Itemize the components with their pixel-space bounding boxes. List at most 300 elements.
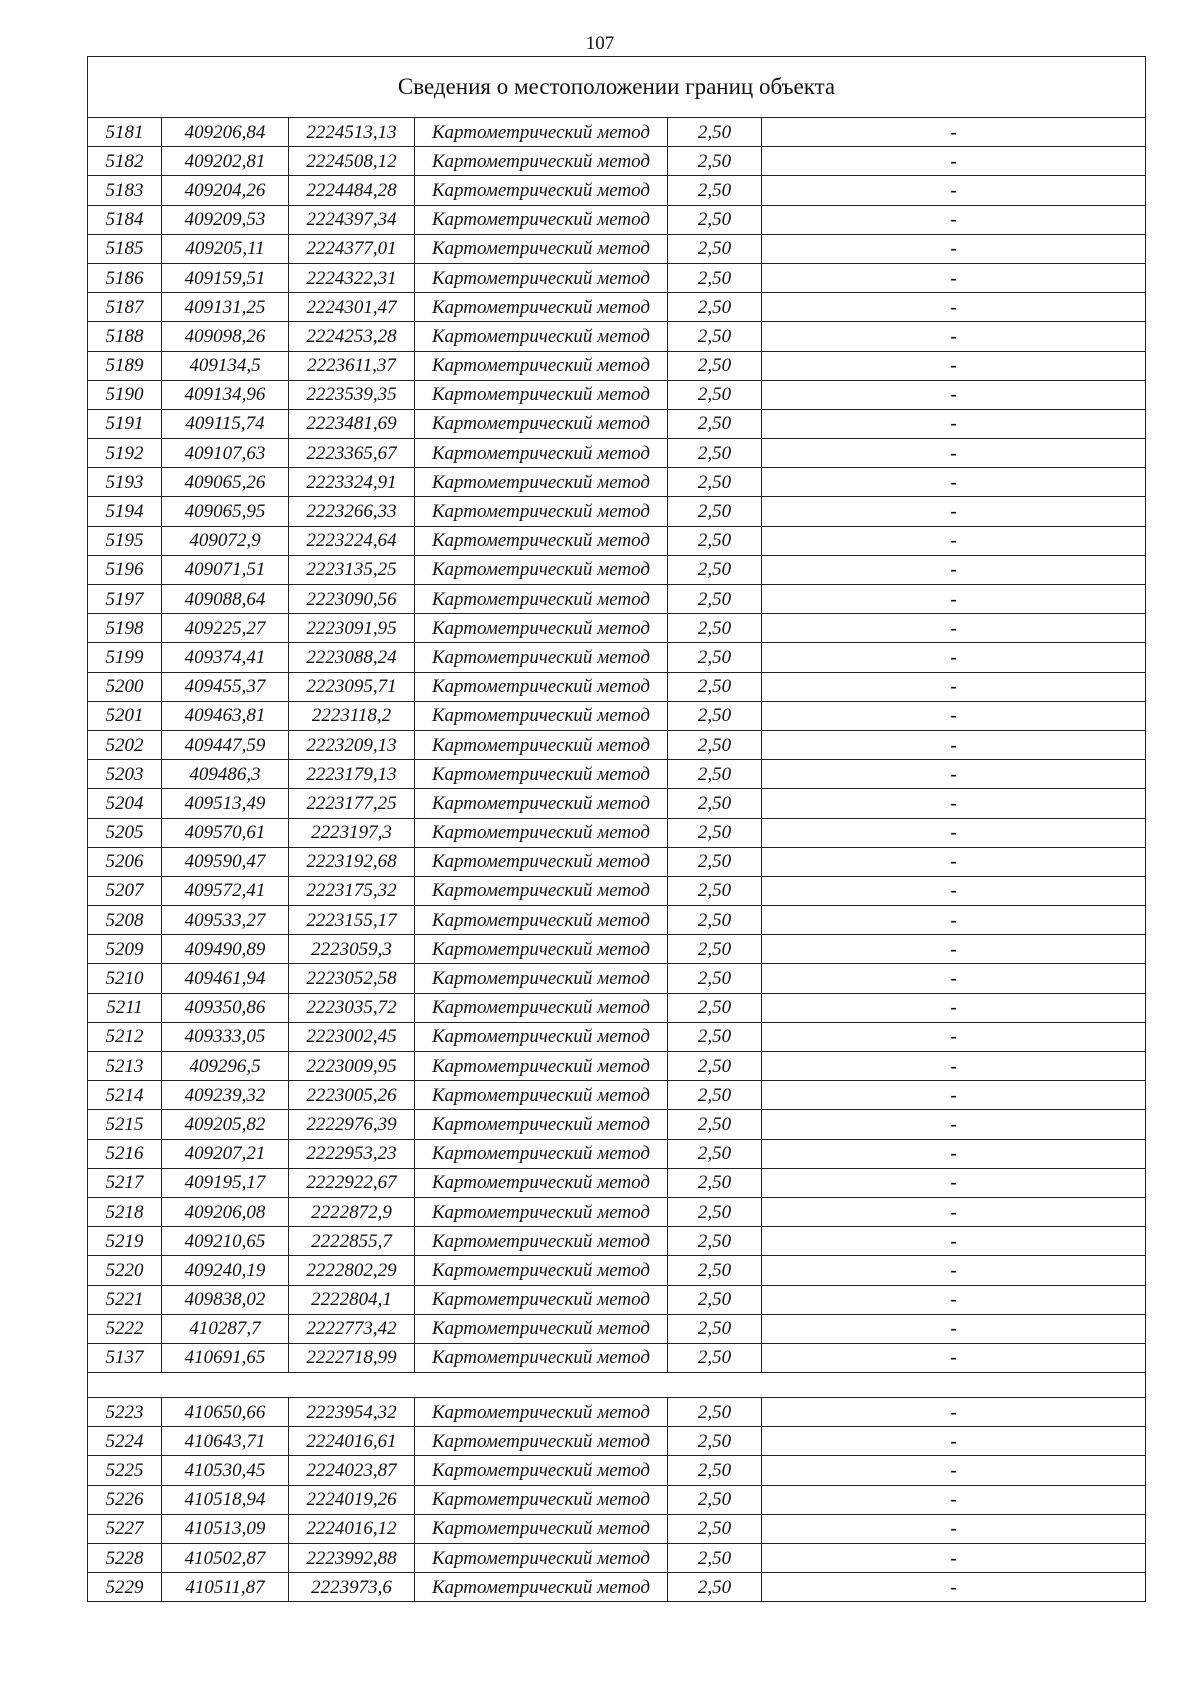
y-coordinate-cell: 2223095,71 <box>289 672 415 701</box>
table-title: Сведения о местоположении границ объекта <box>88 57 1146 118</box>
accuracy-cell: 2,50 <box>668 789 762 818</box>
table-row <box>88 351 1146 380</box>
table-row <box>88 439 1146 468</box>
method-cell: Картометрический метод <box>415 234 668 263</box>
x-coordinate-cell: 409513,49 <box>162 789 289 818</box>
x-coordinate-cell: 409134,5 <box>162 351 289 380</box>
description-cell: - <box>762 176 1146 205</box>
method-cell: Картометрический метод <box>415 147 668 176</box>
point-number-cell: 5194 <box>88 497 162 526</box>
description-cell: - <box>762 263 1146 292</box>
y-coordinate-cell: 2224397,34 <box>289 205 415 234</box>
x-coordinate-cell: 409195,17 <box>162 1168 289 1197</box>
method-cell: Картометрический метод <box>415 1544 668 1573</box>
separator-cell <box>88 1373 1146 1398</box>
y-coordinate-cell: 2222872,9 <box>289 1197 415 1226</box>
accuracy-cell: 2,50 <box>668 263 762 292</box>
description-cell: - <box>762 1398 1146 1427</box>
y-coordinate-cell: 2224513,13 <box>289 118 415 147</box>
coordinates-table-frame <box>87 56 1145 1602</box>
method-cell: Картометрический метод <box>415 1456 668 1485</box>
y-coordinate-cell: 2222976,39 <box>289 1110 415 1139</box>
point-number-cell: 5221 <box>88 1285 162 1314</box>
accuracy-cell: 2,50 <box>668 176 762 205</box>
point-number-cell: 5181 <box>88 118 162 147</box>
y-coordinate-cell: 2223365,67 <box>289 439 415 468</box>
accuracy-cell: 2,50 <box>668 643 762 672</box>
method-cell: Картометрический метод <box>415 526 668 555</box>
point-number-cell: 5229 <box>88 1573 162 1602</box>
accuracy-cell: 2,50 <box>668 1314 762 1343</box>
description-cell: - <box>762 701 1146 730</box>
accuracy-cell: 2,50 <box>668 322 762 351</box>
description-cell: - <box>762 1343 1146 1372</box>
y-coordinate-cell: 2224322,31 <box>289 263 415 292</box>
point-number-cell: 5220 <box>88 1256 162 1285</box>
x-coordinate-cell: 409374,41 <box>162 643 289 672</box>
accuracy-cell: 2,50 <box>668 468 762 497</box>
method-cell: Картометрический метод <box>415 1514 668 1543</box>
description-cell: - <box>762 585 1146 614</box>
accuracy-cell: 2,50 <box>668 818 762 847</box>
accuracy-cell: 2,50 <box>668 614 762 643</box>
y-coordinate-cell: 2224016,61 <box>289 1427 415 1456</box>
y-coordinate-cell: 2223009,95 <box>289 1052 415 1081</box>
description-cell: - <box>762 468 1146 497</box>
accuracy-cell: 2,50 <box>668 1427 762 1456</box>
x-coordinate-cell: 409098,26 <box>162 322 289 351</box>
accuracy-cell: 2,50 <box>668 876 762 905</box>
method-cell: Картометрический метод <box>415 993 668 1022</box>
method-cell: Картометрический метод <box>415 351 668 380</box>
x-coordinate-cell: 409131,25 <box>162 293 289 322</box>
table-row <box>88 760 1146 789</box>
y-coordinate-cell: 2222718,99 <box>289 1343 415 1372</box>
accuracy-cell: 2,50 <box>668 847 762 876</box>
point-number-cell: 5228 <box>88 1544 162 1573</box>
method-cell: Картометрический метод <box>415 876 668 905</box>
y-coordinate-cell: 2223209,13 <box>289 730 415 759</box>
point-number-cell: 5199 <box>88 643 162 672</box>
method-cell: Картометрический метод <box>415 818 668 847</box>
y-coordinate-cell: 2223035,72 <box>289 993 415 1022</box>
x-coordinate-cell: 409205,11 <box>162 234 289 263</box>
method-cell: Картометрический метод <box>415 1022 668 1051</box>
description-cell: - <box>762 906 1146 935</box>
description-cell: - <box>762 439 1146 468</box>
point-number-cell: 5205 <box>88 818 162 847</box>
point-number-cell: 5211 <box>88 993 162 1022</box>
accuracy-cell: 2,50 <box>668 964 762 993</box>
x-coordinate-cell: 409134,96 <box>162 380 289 409</box>
x-coordinate-cell: 409065,26 <box>162 468 289 497</box>
y-coordinate-cell: 2223135,25 <box>289 555 415 584</box>
accuracy-cell: 2,50 <box>668 1485 762 1514</box>
description-cell: - <box>762 147 1146 176</box>
description-cell: - <box>762 1256 1146 1285</box>
description-cell: - <box>762 497 1146 526</box>
method-cell: Картометрический метод <box>415 672 668 701</box>
accuracy-cell: 2,50 <box>668 147 762 176</box>
point-number-cell: 5225 <box>88 1456 162 1485</box>
x-coordinate-cell: 409239,32 <box>162 1081 289 1110</box>
method-cell: Картометрический метод <box>415 1485 668 1514</box>
point-number-cell: 5222 <box>88 1314 162 1343</box>
description-cell: - <box>762 847 1146 876</box>
y-coordinate-cell: 2224301,47 <box>289 293 415 322</box>
description-cell: - <box>762 1314 1146 1343</box>
y-coordinate-cell: 2224019,26 <box>289 1485 415 1514</box>
y-coordinate-cell: 2222804,1 <box>289 1285 415 1314</box>
accuracy-cell: 2,50 <box>668 585 762 614</box>
accuracy-cell: 2,50 <box>668 701 762 730</box>
y-coordinate-cell: 2223088,24 <box>289 643 415 672</box>
y-coordinate-cell: 2223992,88 <box>289 1544 415 1573</box>
x-coordinate-cell: 409838,02 <box>162 1285 289 1314</box>
x-coordinate-cell: 409447,59 <box>162 730 289 759</box>
x-coordinate-cell: 410511,87 <box>162 1573 289 1602</box>
point-number-cell: 5192 <box>88 439 162 468</box>
point-number-cell: 5185 <box>88 234 162 263</box>
table-row <box>88 1081 1146 1110</box>
x-coordinate-cell: 409486,3 <box>162 760 289 789</box>
description-cell: - <box>762 1081 1146 1110</box>
description-cell: - <box>762 1544 1146 1573</box>
method-cell: Картометрический метод <box>415 614 668 643</box>
x-coordinate-cell: 409209,53 <box>162 205 289 234</box>
accuracy-cell: 2,50 <box>668 439 762 468</box>
table-row <box>88 380 1146 409</box>
description-cell: - <box>762 760 1146 789</box>
x-coordinate-cell: 409455,37 <box>162 672 289 701</box>
accuracy-cell: 2,50 <box>668 1081 762 1110</box>
accuracy-cell: 2,50 <box>668 672 762 701</box>
table-row <box>88 730 1146 759</box>
method-cell: Картометрический метод <box>415 906 668 935</box>
table-row <box>88 1485 1146 1514</box>
point-number-cell: 5203 <box>88 760 162 789</box>
y-coordinate-cell: 2224377,01 <box>289 234 415 263</box>
method-cell: Картометрический метод <box>415 935 668 964</box>
description-cell: - <box>762 993 1146 1022</box>
method-cell: Картометрический метод <box>415 1256 668 1285</box>
table-row <box>88 876 1146 905</box>
table-row <box>88 701 1146 730</box>
x-coordinate-cell: 409207,21 <box>162 1139 289 1168</box>
x-coordinate-cell: 409206,08 <box>162 1197 289 1226</box>
method-cell: Картометрический метод <box>415 789 668 818</box>
y-coordinate-cell: 2223611,37 <box>289 351 415 380</box>
accuracy-cell: 2,50 <box>668 1110 762 1139</box>
table-row <box>88 789 1146 818</box>
table-row <box>88 964 1146 993</box>
accuracy-cell: 2,50 <box>668 351 762 380</box>
y-coordinate-cell: 2223090,56 <box>289 585 415 614</box>
table-row <box>88 1314 1146 1343</box>
x-coordinate-cell: 409590,47 <box>162 847 289 876</box>
y-coordinate-cell: 2223177,25 <box>289 789 415 818</box>
method-cell: Картометрический метод <box>415 1081 668 1110</box>
y-coordinate-cell: 2222922,67 <box>289 1168 415 1197</box>
method-cell: Картометрический метод <box>415 643 668 672</box>
point-number-cell: 5193 <box>88 468 162 497</box>
method-cell: Картометрический метод <box>415 409 668 438</box>
accuracy-cell: 2,50 <box>668 906 762 935</box>
x-coordinate-cell: 409333,05 <box>162 1022 289 1051</box>
description-cell: - <box>762 1022 1146 1051</box>
method-cell: Картометрический метод <box>415 585 668 614</box>
x-coordinate-cell: 409570,61 <box>162 818 289 847</box>
accuracy-cell: 2,50 <box>668 380 762 409</box>
method-cell: Картометрический метод <box>415 205 668 234</box>
accuracy-cell: 2,50 <box>668 205 762 234</box>
accuracy-cell: 2,50 <box>668 760 762 789</box>
description-cell: - <box>762 789 1146 818</box>
table-row <box>88 1514 1146 1543</box>
description-cell: - <box>762 234 1146 263</box>
point-number-cell: 5218 <box>88 1197 162 1226</box>
accuracy-cell: 2,50 <box>668 1343 762 1372</box>
point-number-cell: 5226 <box>88 1485 162 1514</box>
description-cell: - <box>762 964 1146 993</box>
page-number: 107 <box>585 33 615 54</box>
x-coordinate-cell: 409572,41 <box>162 876 289 905</box>
table-row <box>88 614 1146 643</box>
table-row <box>88 585 1146 614</box>
description-cell: - <box>762 322 1146 351</box>
accuracy-cell: 2,50 <box>668 935 762 964</box>
description-cell: - <box>762 935 1146 964</box>
x-coordinate-cell: 409490,89 <box>162 935 289 964</box>
method-cell: Картометрический метод <box>415 118 668 147</box>
description-cell: - <box>762 818 1146 847</box>
method-cell: Картометрический метод <box>415 1197 668 1226</box>
point-number-cell: 5197 <box>88 585 162 614</box>
description-cell: - <box>762 526 1146 555</box>
accuracy-cell: 2,50 <box>668 234 762 263</box>
table-row <box>88 234 1146 263</box>
table-row <box>88 1227 1146 1256</box>
point-number-cell: 5202 <box>88 730 162 759</box>
table-row <box>88 263 1146 292</box>
x-coordinate-cell: 409107,63 <box>162 439 289 468</box>
y-coordinate-cell: 2224253,28 <box>289 322 415 351</box>
y-coordinate-cell: 2223005,26 <box>289 1081 415 1110</box>
y-coordinate-cell: 2223052,58 <box>289 964 415 993</box>
accuracy-cell: 2,50 <box>668 1398 762 1427</box>
y-coordinate-cell: 2222855,7 <box>289 1227 415 1256</box>
y-coordinate-cell: 2223059,3 <box>289 935 415 964</box>
point-number-cell: 5191 <box>88 409 162 438</box>
description-cell: - <box>762 1456 1146 1485</box>
y-coordinate-cell: 2222802,29 <box>289 1256 415 1285</box>
table-row <box>88 118 1146 147</box>
description-cell: - <box>762 1139 1146 1168</box>
x-coordinate-cell: 409225,27 <box>162 614 289 643</box>
method-cell: Картометрический метод <box>415 1168 668 1197</box>
point-number-cell: 5224 <box>88 1427 162 1456</box>
table-row <box>88 468 1146 497</box>
point-number-cell: 5210 <box>88 964 162 993</box>
description-cell: - <box>762 672 1146 701</box>
x-coordinate-cell: 410513,09 <box>162 1514 289 1543</box>
accuracy-cell: 2,50 <box>668 1456 762 1485</box>
table-row <box>88 672 1146 701</box>
x-coordinate-cell: 409065,95 <box>162 497 289 526</box>
table-row <box>88 205 1146 234</box>
y-coordinate-cell: 2223179,13 <box>289 760 415 789</box>
method-cell: Картометрический метод <box>415 380 668 409</box>
table-row <box>88 1168 1146 1197</box>
x-coordinate-cell: 410643,71 <box>162 1427 289 1456</box>
table-row <box>88 935 1146 964</box>
y-coordinate-cell: 2224023,87 <box>289 1456 415 1485</box>
table-row <box>88 147 1146 176</box>
point-number-cell: 5204 <box>88 789 162 818</box>
accuracy-cell: 2,50 <box>668 293 762 322</box>
description-cell: - <box>762 293 1146 322</box>
description-cell: - <box>762 555 1146 584</box>
table-row <box>88 293 1146 322</box>
table-row <box>88 818 1146 847</box>
description-cell: - <box>762 380 1146 409</box>
x-coordinate-cell: 409071,51 <box>162 555 289 584</box>
y-coordinate-cell: 2223539,35 <box>289 380 415 409</box>
accuracy-cell: 2,50 <box>668 409 762 438</box>
accuracy-cell: 2,50 <box>668 1544 762 1573</box>
point-number-cell: 5227 <box>88 1514 162 1543</box>
method-cell: Картометрический метод <box>415 964 668 993</box>
x-coordinate-cell: 409202,81 <box>162 147 289 176</box>
x-coordinate-cell: 409296,5 <box>162 1052 289 1081</box>
y-coordinate-cell: 2223155,17 <box>289 906 415 935</box>
method-cell: Картометрический метод <box>415 1227 668 1256</box>
point-number-cell: 5201 <box>88 701 162 730</box>
accuracy-cell: 2,50 <box>668 118 762 147</box>
accuracy-cell: 2,50 <box>668 1227 762 1256</box>
table-row <box>88 1285 1146 1314</box>
method-cell: Картометрический метод <box>415 263 668 292</box>
y-coordinate-cell: 2223192,68 <box>289 847 415 876</box>
accuracy-cell: 2,50 <box>668 1514 762 1543</box>
table-row <box>88 1343 1146 1372</box>
method-cell: Картометрический метод <box>415 293 668 322</box>
x-coordinate-cell: 409206,84 <box>162 118 289 147</box>
accuracy-cell: 2,50 <box>668 1285 762 1314</box>
y-coordinate-cell: 2223954,32 <box>289 1398 415 1427</box>
point-number-cell: 5217 <box>88 1168 162 1197</box>
accuracy-cell: 2,50 <box>668 1573 762 1602</box>
description-cell: - <box>762 1514 1146 1543</box>
x-coordinate-cell: 409461,94 <box>162 964 289 993</box>
x-coordinate-cell: 409072,9 <box>162 526 289 555</box>
x-coordinate-cell: 410530,45 <box>162 1456 289 1485</box>
point-number-cell: 5183 <box>88 176 162 205</box>
point-number-cell: 5208 <box>88 906 162 935</box>
point-number-cell: 5215 <box>88 1110 162 1139</box>
x-coordinate-cell: 409205,82 <box>162 1110 289 1139</box>
x-coordinate-cell: 410287,7 <box>162 1314 289 1343</box>
y-coordinate-cell: 2223481,69 <box>289 409 415 438</box>
y-coordinate-cell: 2223224,64 <box>289 526 415 555</box>
method-cell: Картометрический метод <box>415 730 668 759</box>
y-coordinate-cell: 2223091,95 <box>289 614 415 643</box>
point-number-cell: 5198 <box>88 614 162 643</box>
description-cell: - <box>762 1573 1146 1602</box>
y-coordinate-cell: 2223324,91 <box>289 468 415 497</box>
x-coordinate-cell: 409204,26 <box>162 176 289 205</box>
point-number-cell: 5182 <box>88 147 162 176</box>
point-number-cell: 5186 <box>88 263 162 292</box>
method-cell: Картометрический метод <box>415 468 668 497</box>
method-cell: Картометрический метод <box>415 760 668 789</box>
x-coordinate-cell: 410691,65 <box>162 1343 289 1372</box>
description-cell: - <box>762 1427 1146 1456</box>
table-row <box>88 906 1146 935</box>
y-coordinate-cell: 2224016,12 <box>289 1514 415 1543</box>
x-coordinate-cell: 409463,81 <box>162 701 289 730</box>
accuracy-cell: 2,50 <box>668 1052 762 1081</box>
table-row <box>88 497 1146 526</box>
y-coordinate-cell: 2223973,6 <box>289 1573 415 1602</box>
table-row <box>88 847 1146 876</box>
table-row <box>88 176 1146 205</box>
table-row <box>88 1022 1146 1051</box>
x-coordinate-cell: 410518,94 <box>162 1485 289 1514</box>
y-coordinate-cell: 2223118,2 <box>289 701 415 730</box>
description-cell: - <box>762 1168 1146 1197</box>
method-cell: Картометрический метод <box>415 439 668 468</box>
table-row <box>88 1052 1146 1081</box>
x-coordinate-cell: 410502,87 <box>162 1544 289 1573</box>
point-number-cell: 5213 <box>88 1052 162 1081</box>
y-coordinate-cell: 2223266,33 <box>289 497 415 526</box>
table-row <box>88 1427 1146 1456</box>
accuracy-cell: 2,50 <box>668 1197 762 1226</box>
description-cell: - <box>762 1110 1146 1139</box>
description-cell: - <box>762 1285 1146 1314</box>
contour-separator-row <box>88 1373 1146 1398</box>
accuracy-cell: 2,50 <box>668 497 762 526</box>
y-coordinate-cell: 2222953,23 <box>289 1139 415 1168</box>
method-cell: Картометрический метод <box>415 555 668 584</box>
method-cell: Картометрический метод <box>415 1139 668 1168</box>
description-cell: - <box>762 409 1146 438</box>
y-coordinate-cell: 2223197,3 <box>289 818 415 847</box>
method-cell: Картометрический метод <box>415 1398 668 1427</box>
accuracy-cell: 2,50 <box>668 1022 762 1051</box>
x-coordinate-cell: 409240,19 <box>162 1256 289 1285</box>
point-number-cell: 5209 <box>88 935 162 964</box>
table-row <box>88 555 1146 584</box>
method-cell: Картометрический метод <box>415 701 668 730</box>
description-cell: - <box>762 205 1146 234</box>
description-cell: - <box>762 730 1146 759</box>
table-row <box>88 1139 1146 1168</box>
method-cell: Картометрический метод <box>415 1052 668 1081</box>
method-cell: Картометрический метод <box>415 1314 668 1343</box>
point-number-cell: 5187 <box>88 293 162 322</box>
point-number-cell: 5188 <box>88 322 162 351</box>
y-coordinate-cell: 2223002,45 <box>289 1022 415 1051</box>
table-row <box>88 526 1146 555</box>
accuracy-cell: 2,50 <box>668 730 762 759</box>
accuracy-cell: 2,50 <box>668 526 762 555</box>
description-cell: - <box>762 1227 1146 1256</box>
accuracy-cell: 2,50 <box>668 993 762 1022</box>
table-row <box>88 322 1146 351</box>
table-row <box>88 993 1146 1022</box>
